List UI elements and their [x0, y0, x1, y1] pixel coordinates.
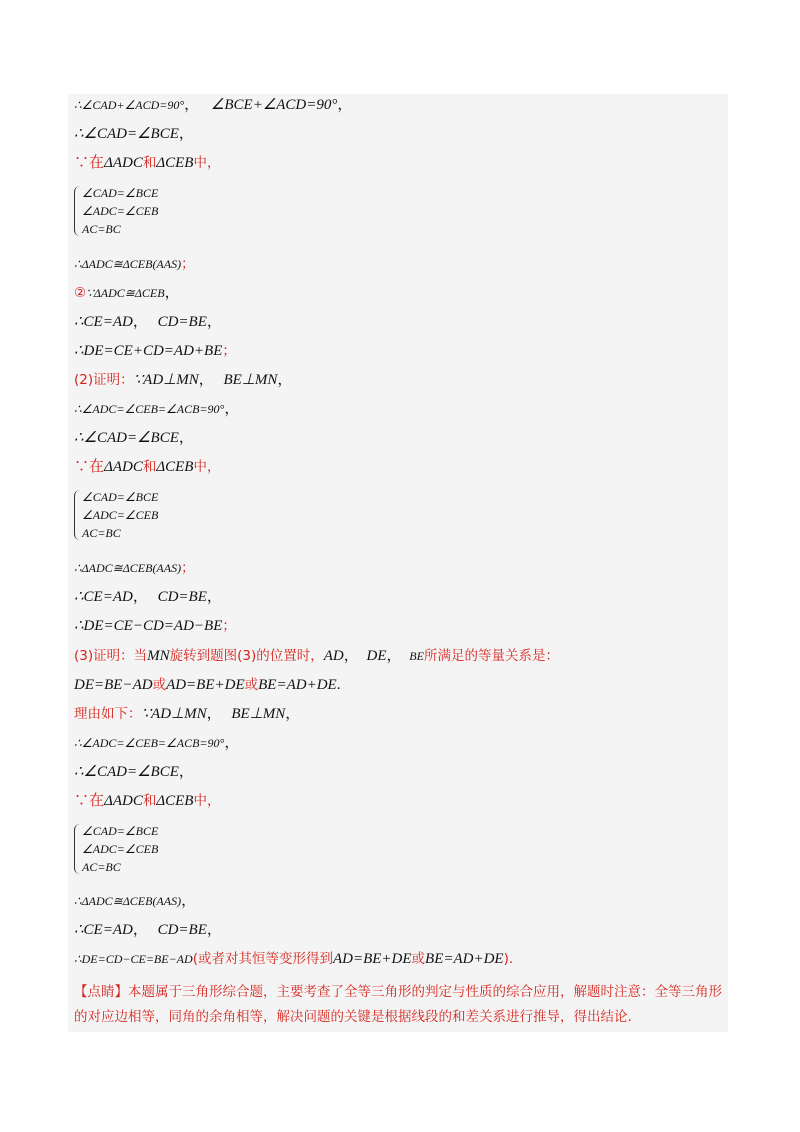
- statement-row: ∴∠CAD=∠BCE，: [74, 430, 194, 446]
- part-heading: (3)证明：当MN旋转到题图(3)的位置时，AD， DE， BE所满足的等量关系是：: [74, 648, 559, 664]
- statement-row: ∴∠ADC=∠CEB=∠ACB=90°，: [74, 735, 240, 751]
- left-brace: [74, 824, 80, 874]
- statement-row: ∵在ΔADC和ΔCEB中，: [74, 155, 221, 171]
- left-brace: [74, 186, 80, 236]
- statement-row: 理由如下：∵AD⊥MN， BE⊥MN，: [74, 706, 301, 722]
- statement-row: ∴DE=CD−CE=BE−AD(或者对其恒等变形得到AD=BE+DE或BE=AD+DE).: [74, 951, 514, 967]
- system-row: AC=BC: [82, 222, 121, 236]
- comment-tag: 【点睛】: [74, 984, 128, 1000]
- statement-row: ∴∠CAD=∠BCE，: [74, 764, 194, 780]
- statement-row: ∴DE=CE−CD=AD−BE；: [74, 618, 236, 634]
- system-row: ∠ADC=∠CEB: [82, 842, 159, 856]
- angle-sum-equation: ∴∠CAD+∠ACD=90°: [74, 98, 185, 112]
- system-row: AC=BC: [82, 526, 121, 540]
- part-heading: (2)证明：∵AD⊥MN， BE⊥MN，: [74, 372, 293, 388]
- equation-system: [74, 186, 194, 238]
- statement-row: ∵在ΔADC和ΔCEB中，: [74, 793, 221, 809]
- system-row: ∠CAD=∠BCE: [82, 186, 159, 200]
- congruence-statement: ∴ΔADC≅ΔCEB(AAS): [74, 257, 182, 271]
- statement-row: ∴CE=AD， CD=BE，: [74, 314, 222, 330]
- equation-system: [74, 824, 194, 876]
- system-row: ∠ADC=∠CEB: [82, 508, 159, 522]
- comment-paragraph: [74, 980, 726, 1030]
- angle-sum-equation: ∠BCE+∠ACD=90°: [210, 97, 338, 113]
- left-brace: [74, 490, 80, 540]
- statement-row: ∴ΔADC≅ΔCEB(AAS)；: [74, 560, 195, 576]
- statement-row: ∴DE=CE+CD=AD+BE；: [74, 343, 236, 359]
- statement-row: ∴∠CAD+∠ACD=90°， ∠BCE+∠ACD=90°，: [74, 97, 353, 113]
- statement-row: ∴ΔADC≅ΔCEB(AAS)，: [74, 893, 197, 909]
- statement-row: ∵在ΔADC和ΔCEB中，: [74, 459, 221, 475]
- statement-row: ∴ΔADC≅ΔCEB(AAS)；: [74, 256, 195, 272]
- system-row: ∠CAD=∠BCE: [82, 824, 159, 838]
- equation-system: [74, 490, 194, 542]
- statement-row: ∴∠CAD=∠BCE，: [74, 126, 194, 142]
- statement-row: DE=BE−AD或AD=BE+DE或BE=AD+DE.: [74, 677, 341, 693]
- system-row: ∠CAD=∠BCE: [82, 490, 159, 504]
- comment-text: 本题属于三角形综合题，主要考查了全等三角形的判定与性质的综合应用，解题时注意：全等三角形的对应边相等，同角的余角相等，解决问题的关键是根据线段的和差关系进行推导，得出结论.: [74, 984, 722, 1025]
- statement-row: ②∵ΔADC≅ΔCEB，: [74, 285, 180, 301]
- system-row: AC=BC: [82, 860, 121, 874]
- statement-row: ∴∠ADC=∠CEB=∠ACB=90°，: [74, 401, 240, 417]
- system-row: ∠ADC=∠CEB: [82, 204, 159, 218]
- statement-row: ∴CE=AD， CD=BE，: [74, 589, 222, 605]
- statement-row: ∴CE=AD， CD=BE，: [74, 922, 222, 938]
- angle-equality: ∴∠CAD=∠BCE: [74, 126, 179, 142]
